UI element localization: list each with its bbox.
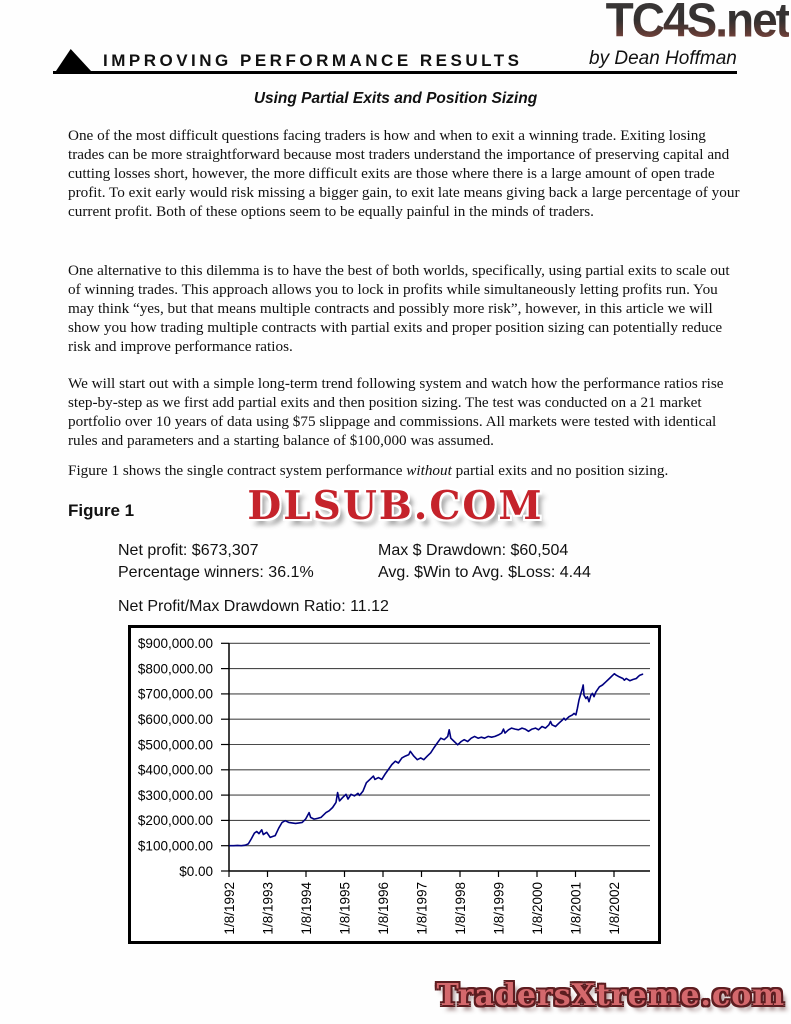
svg-text:1/8/1997: 1/8/1997: [414, 882, 430, 935]
paragraph-3: We will start out with a simple long-term trend following system and watch how the performance ratios rise step-by-step as we first add partial exits and then position sizing. The test was conducted on a 21 market portfolio over 10 years of data using $75 slippage and commissions. All markets were tested with identical rules and parameters and a starting balance of $100,000 was assumed.: [68, 375, 724, 449]
paragraph-2: One alternative to this dilemma is to have the best of both worlds, specifically, using partial exits to scale out of winning trades. This approach allows you to lock in profits while simultaneously letting profits run. You may think “yes, but that means multiple contracts and possibly more risk”, however, in this article we will show you how trading multiple contracts with partial exits and proper position sizing can potentially reduce risk and improve performance ratios.: [68, 262, 730, 355]
svg-text:1/8/1995: 1/8/1995: [337, 882, 353, 935]
svg-text:1/8/1994: 1/8/1994: [299, 882, 314, 935]
svg-text:$600,000.00: $600,000.00: [137, 712, 213, 727]
header-divider: [53, 71, 737, 74]
svg-text:$800,000.00: $800,000.00: [137, 661, 213, 677]
stat-net-profit: Net profit: $673,307: [118, 542, 259, 559]
svg-text:1/8/1999: 1/8/1999: [491, 882, 507, 935]
svg-text:1/8/1992: 1/8/1992: [222, 882, 237, 935]
svg-text:$300,000.00: $300,000.00: [137, 787, 213, 803]
article-subtitle: Using Partial Exits and Position Sizing: [253, 90, 538, 107]
svg-text:1/8/1996: 1/8/1996: [376, 882, 391, 935]
stat-max-drawdown: Max $ Drawdown: $60,504: [378, 542, 569, 559]
svg-text:1/8/2002: 1/8/2002: [607, 882, 622, 935]
figure-stats-left: [118, 540, 314, 584]
svg-text:1/8/1993: 1/8/1993: [260, 882, 276, 935]
stat-profit-drawdown-ratio: Net Profit/Max Drawdown Ratio: 11.12: [118, 598, 389, 615]
author-byline: by Dean Hoffman: [589, 48, 737, 69]
svg-text:1/8/1998: 1/8/1998: [453, 882, 468, 935]
equity-chart-svg: [131, 628, 658, 941]
figure-intro-paragraph: [68, 461, 742, 480]
svg-text:1/8/2001: 1/8/2001: [568, 882, 584, 935]
figure-stats-right: [378, 540, 591, 584]
page-title: IMPROVING PERFORMANCE RESULTS: [103, 51, 523, 70]
svg-text:$900,000.00: $900,000.00: [137, 636, 213, 652]
svg-text:$500,000.00: $500,000.00: [137, 737, 213, 753]
dlsub-watermark: DLSUB.COM: [247, 483, 544, 529]
figure-intro-pre: Figure 1 shows the single contract system performance: [68, 462, 407, 479]
tradersxtreme-logo: TradersXtreme.com: [436, 978, 785, 1013]
svg-text:1/8/2000: 1/8/2000: [530, 882, 545, 935]
svg-text:$400,000.00: $400,000.00: [137, 762, 213, 778]
stat-percentage-winners: Percentage winners: 36.1%: [118, 564, 314, 581]
paragraph-1: One of the most difficult questions facing traders is how and when to exit a winning trade. Exiting losing trades can be more straightforward because most traders understand the importance of preserving capital and cutting losses short, however, the more difficult exits are those where there is a large amount of open trade profit. To exit early would risk missing a bigger gain, to exit late means giving back a large percentage of your current profit. Both of these options seem to be equally painful in the minds of traders.: [68, 127, 740, 220]
svg-text:$0.00: $0.00: [179, 863, 213, 879]
figure-intro-post: partial exits and no position sizing.: [451, 462, 669, 479]
tc4s-site-logo: TC4S.net: [606, 0, 789, 44]
triangle-icon: [56, 49, 91, 71]
svg-text:$100,000.00: $100,000.00: [137, 838, 213, 854]
equity-curve-chart: [128, 625, 661, 944]
figure-label: Figure 1: [68, 501, 135, 520]
figure-intro-emphasis: without: [406, 462, 452, 479]
svg-text:$200,000.00: $200,000.00: [137, 813, 213, 829]
svg-text:$700,000.00: $700,000.00: [137, 686, 213, 702]
stat-avg-win-loss: Avg. $Win to Avg. $Loss: 4.44: [378, 564, 591, 581]
